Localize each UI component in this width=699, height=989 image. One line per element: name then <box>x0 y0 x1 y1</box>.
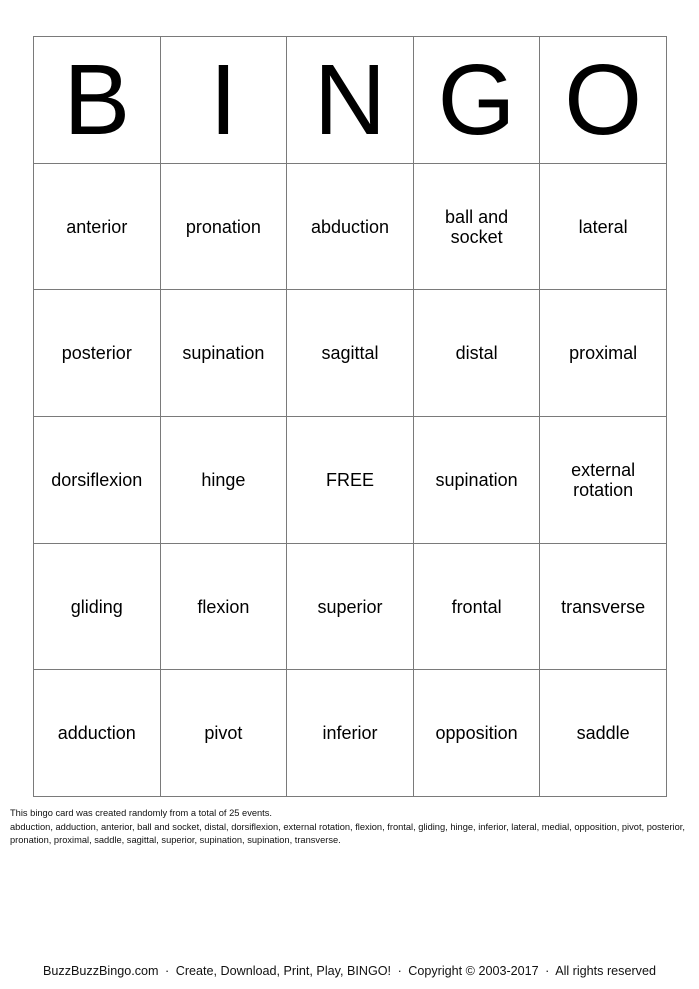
card-note <box>10 807 690 848</box>
bingo-cell: lateral <box>540 163 667 290</box>
bingo-cell: inferior <box>287 670 414 797</box>
card-row <box>34 417 667 544</box>
header-letter-g: G <box>413 37 540 164</box>
footer-tagline: Create, Download, Print, Play, BINGO! <box>175 964 392 978</box>
header-letter-i: I <box>160 37 287 164</box>
free-space-cell: FREE <box>287 417 414 544</box>
bingo-cell: gliding <box>34 543 161 670</box>
bingo-cell: supination <box>160 290 287 417</box>
bingo-cell: abduction <box>287 163 414 290</box>
card-row <box>34 670 667 797</box>
bingo-cell: flexion <box>160 543 287 670</box>
header-row <box>34 37 667 164</box>
bingo-card <box>33 36 667 797</box>
note-event-list: abduction, adduction, anterior, ball and socket, distal, dorsiflexion, external rotation, flexion, frontal, gliding, hinge, inferior, lateral, medial, opposition, pivot, posterior, pronation, proximal, saddle, sagittal, superior, supination, supination, transverse. <box>10 821 685 845</box>
bingo-cell: superior <box>287 543 414 670</box>
bingo-cell: dorsiflexion <box>34 417 161 544</box>
card-row <box>34 163 667 290</box>
header-letter-o: O <box>540 37 667 164</box>
bingo-cell: pivot <box>160 670 287 797</box>
card-row <box>34 290 667 417</box>
footer <box>0 964 699 978</box>
footer-separator: · <box>545 964 550 978</box>
bingo-cell: pronation <box>160 163 287 290</box>
bingo-cell: saddle <box>540 670 667 797</box>
bingo-cell: adduction <box>34 670 161 797</box>
bingo-cell: posterior <box>34 290 161 417</box>
bingo-cell: sagittal <box>287 290 414 417</box>
footer-separator: · <box>397 964 402 978</box>
bingo-cell: distal <box>413 290 540 417</box>
bingo-cell: external rotation <box>540 417 667 544</box>
bingo-cell: ball and socket <box>413 163 540 290</box>
card-row <box>34 543 667 670</box>
footer-rights: All rights reserved <box>555 964 656 978</box>
bingo-cell: proximal <box>540 290 667 417</box>
bingo-cell: anterior <box>34 163 161 290</box>
bingo-cell: transverse <box>540 543 667 670</box>
bingo-cell: hinge <box>160 417 287 544</box>
bingo-cell: frontal <box>413 543 540 670</box>
bingo-cell: supination <box>413 417 540 544</box>
bingo-cell: opposition <box>413 670 540 797</box>
header-letter-b: B <box>34 37 161 164</box>
header-letter-n: N <box>287 37 414 164</box>
footer-separator: · <box>165 964 170 978</box>
footer-site-link[interactable]: BuzzBuzzBingo.com <box>43 964 159 978</box>
note-summary: This bingo card was created randomly from a total of 25 events. <box>10 808 272 818</box>
footer-copyright: Copyright © 2003-2017 <box>408 964 539 978</box>
